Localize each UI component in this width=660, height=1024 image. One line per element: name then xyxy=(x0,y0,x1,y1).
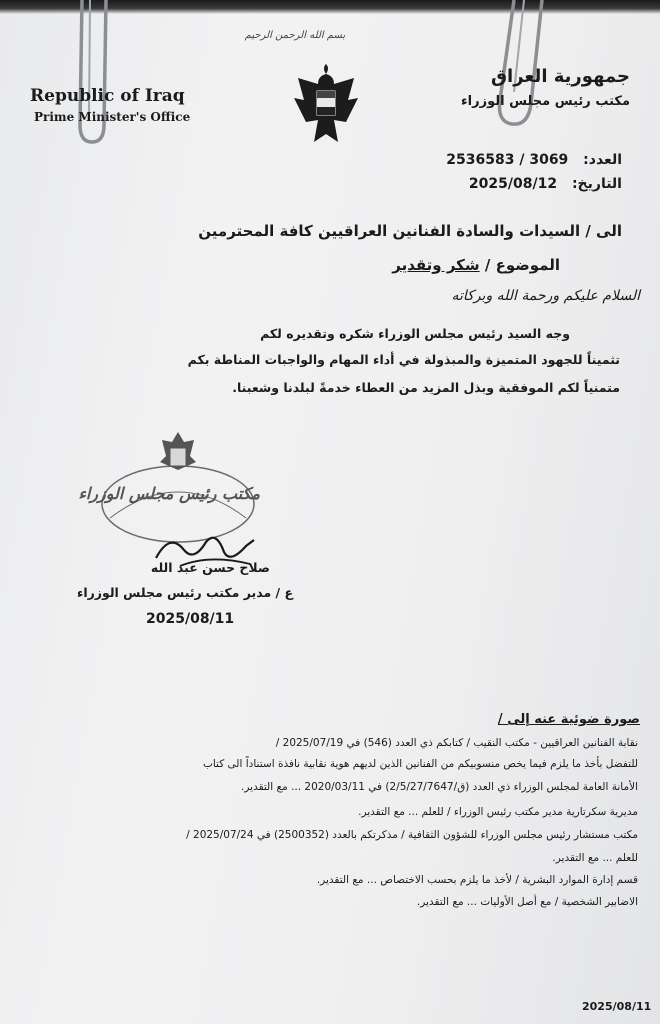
copy-item-4: قسم إدارة الموارد البشرية / لأخذ ما يلزم بحسب الاختصاص ... مع التقدير. xyxy=(316,874,638,886)
signature-date: 2025/08/11 xyxy=(146,611,235,627)
date-value: 2025/08/12 xyxy=(468,176,558,192)
copy-item-1-cont-a: للتفضل بأخذ ما يلزم فيما يخص منسوبيكم من الفنانين الذين لديهم هوية نقابية نافذة استناداً الى كتاب xyxy=(202,758,638,770)
number-value: 2536583 / 3069 xyxy=(446,152,569,168)
signatory-name: صلاح حسن عبد الله xyxy=(150,560,270,575)
signatory-title: ع / مدير مكتب رئيس مجلس الوزراء xyxy=(76,585,293,600)
greeting: السلام عليكم ورحمة الله وبركاته xyxy=(451,288,640,304)
paper-clip-right xyxy=(490,0,550,130)
body-line-2: تثميناً للجهود المتميزة والمبذولة في أداء المهام والواجبات المناطة بكم xyxy=(187,352,620,367)
copy-item-1-cont-b: الأمانة العامة لمجلس الوزراء ذي العدد (ق/2/5/27/7647) في 2020/03/11 ... مع التقدير. xyxy=(241,781,638,793)
footer-date: 2025/08/11 xyxy=(582,1000,652,1013)
body-line-1: وجه السيد رئيس مجلس الوزراء شكره وتقديره لكم xyxy=(260,326,570,341)
paper-clip-left xyxy=(68,0,120,150)
arabic-office: مكتب رئيس مجلس الوزراء xyxy=(461,94,630,109)
english-country: Republic of Iraq xyxy=(30,86,185,106)
copy-item-3: مكتب مستشار رئيس مجلس الوزراء للشؤون الثقافية / مذكرتكم بالعدد (2500352) في 2025/07/24 / xyxy=(186,829,638,841)
seal-text: مكتب رئيس مجلس الوزراء xyxy=(78,484,260,503)
subject-label: الموضوع / xyxy=(484,256,560,274)
english-office: Prime Minister's Office xyxy=(34,110,191,124)
body-line-3: متمنياً لكم الموفقية وبذل المزيد من العطاء خدمةً لبلدنا وشعبنا. xyxy=(232,380,620,395)
number-label: العدد: xyxy=(583,152,622,168)
copy-item-2: مديرية سكرتارية مدير مكتب رئيس الوزراء / للعلم ... مع التقدير. xyxy=(358,806,638,818)
arabic-country: جمهورية العراق xyxy=(490,66,630,87)
reference-number xyxy=(400,152,622,168)
reference-date xyxy=(400,176,622,192)
copies-heading: صورة ضوئية عنه إلى / xyxy=(497,712,640,727)
basmala: بسم الله الرحمن الرحيم xyxy=(244,30,346,41)
date-label: التاريخ: xyxy=(571,176,622,192)
iraq-eagle-emblem-icon xyxy=(290,60,362,150)
subject-line xyxy=(250,256,560,274)
addressee: الى / السيدات والسادة الفنانين العراقيين كافة المحترمين xyxy=(198,222,622,240)
subject-value: شكر وتقدير xyxy=(392,256,480,274)
copy-item-3-cont: للعلم ... مع التقدير. xyxy=(552,852,638,864)
copy-item-5: الاضابير الشخصية / مع أصل الأوليات ... مع التقدير. xyxy=(416,896,638,908)
copy-item-1: نقابة الفنانين العراقيين - مكتب النقيب / كتابكم ذي العدد (546) في 2025/07/19 / xyxy=(275,737,638,749)
